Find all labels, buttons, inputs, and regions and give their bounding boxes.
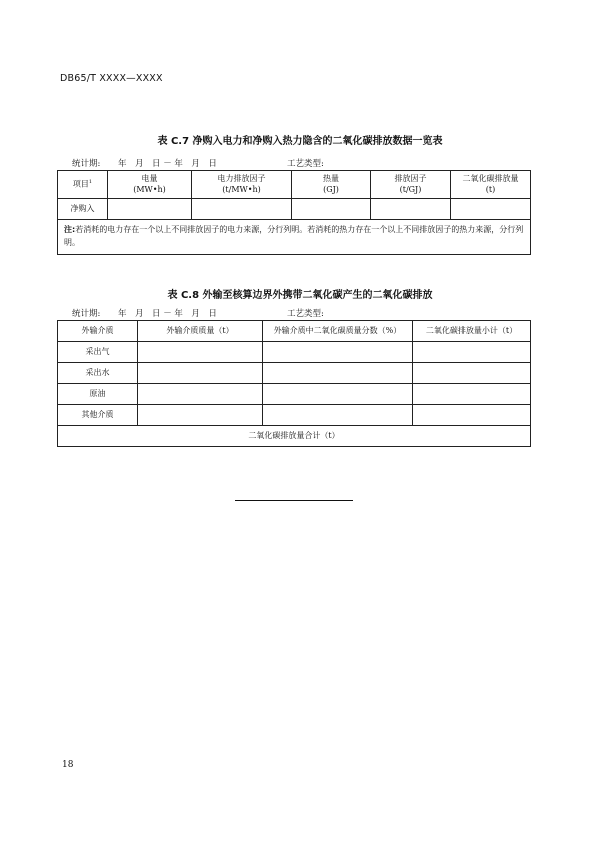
table-c8-total-row — [58, 426, 531, 447]
table-c8-caption: 表 C.8 外输至核算边界外携带二氧化碳产生的二氧化碳排放 — [167, 290, 433, 301]
table-c7-note — [58, 220, 531, 255]
table-cell — [138, 384, 263, 405]
table-c7-note-row — [58, 220, 531, 255]
table-c8-date-range: 年 月 日 － 年 月 日 — [118, 309, 217, 319]
header-emission-factor: 排放因子 (t/GJ) — [371, 171, 451, 199]
total-label: 二氧化碳排放量合计（t） — [58, 426, 531, 447]
table-cell — [413, 405, 531, 426]
table-cell — [371, 199, 451, 220]
table-cell — [413, 342, 531, 363]
table-cell — [192, 199, 292, 220]
table-cell — [138, 342, 263, 363]
table-cell — [263, 405, 413, 426]
table-cell — [413, 363, 531, 384]
table-row — [58, 199, 531, 220]
header-export-medium: 外输介质 — [58, 321, 138, 342]
table-row — [58, 342, 531, 363]
table-cell — [263, 342, 413, 363]
note-label: 注: — [64, 225, 76, 235]
table-c7-stat-label: 统计期: — [72, 159, 101, 169]
page-number: 18 — [62, 760, 74, 770]
table-row — [58, 363, 531, 384]
table-c8-stat-label: 统计期: — [72, 309, 101, 319]
table-c8-process-label: 工艺类型: — [287, 309, 324, 319]
note-text: 若消耗的电力存在一个以上不同排放因子的电力来源，分行列明。若消耗的热力存在一个以上不同排放因子的热力来源，分行列明。 — [64, 225, 524, 247]
header-co2-emission: 二氧化碳排放量 (t) — [451, 171, 531, 199]
table-row — [58, 405, 531, 426]
table-c7-caption: 表 C.7 净购入电力和净购入热力隐含的二氧化碳排放数据一览表 — [157, 136, 443, 147]
table-c7-process-label: 工艺类型: — [287, 159, 324, 169]
row-label: 原油 — [58, 384, 138, 405]
header-medium-mass: 外输介质质量（t） — [138, 321, 263, 342]
row-label: 采出水 — [58, 363, 138, 384]
table-cell — [413, 384, 531, 405]
table-c7 — [57, 170, 531, 255]
header-electricity: 电量 (MW•h) — [108, 171, 192, 199]
row-label-net-purchase: 净购入 — [58, 199, 108, 220]
table-cell — [292, 199, 371, 220]
header-item: 项目$^1$ — [58, 171, 108, 199]
table-cell — [451, 199, 531, 220]
table-cell — [263, 363, 413, 384]
table-cell — [108, 199, 192, 220]
row-label: 采出气 — [58, 342, 138, 363]
table-c8 — [57, 320, 531, 447]
table-c8-header-row — [58, 321, 531, 342]
table-c7-date-range: 年 月 日 － 年 月 日 — [118, 159, 217, 169]
table-row — [58, 384, 531, 405]
table-cell — [138, 363, 263, 384]
table-c7-header-row — [58, 171, 531, 199]
end-rule — [235, 500, 353, 501]
header-co2-mass-fraction: 外输介质中二氧化碳质量分数（%） — [263, 321, 413, 342]
table-cell — [138, 405, 263, 426]
row-label: 其他介质 — [58, 405, 138, 426]
header-electricity-factor: 电力排放因子 (t/MW•h) — [192, 171, 292, 199]
header-co2-subtotal: 二氧化碳排放量小计（t） — [413, 321, 531, 342]
document-code: DB65/T XXXX—XXXX — [60, 73, 163, 84]
table-cell — [263, 384, 413, 405]
header-heat: 热量 (GJ) — [292, 171, 371, 199]
